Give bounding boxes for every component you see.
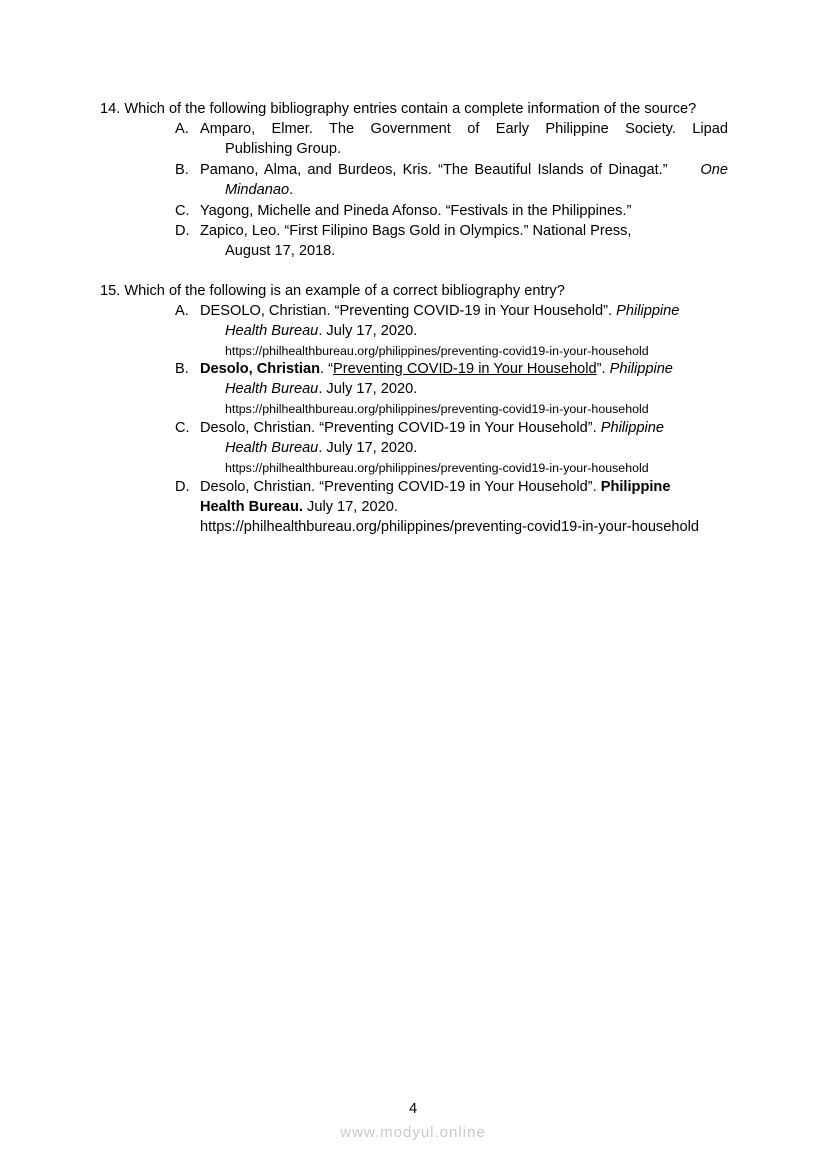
option-date: . July 17, 2020.: [318, 440, 418, 456]
author-name: Desolo, Christian: [200, 361, 321, 377]
option-text: Desolo, Christian. “Preventing COVID-19 in Your Household”.: [200, 479, 601, 495]
option-text: Yagong, Michelle and Pineda Afonso. “Festivals in the Philippines.”: [200, 203, 632, 219]
page-number: 4: [408, 1101, 418, 1117]
question-14: 14. Which of the following bibliography entries contain a complete information of the source?: [100, 101, 697, 117]
source-title-cont: Health Bureau: [225, 381, 319, 397]
option-text-cont: August 17, 2018.: [225, 243, 336, 259]
source-title-cont: Health Bureau.: [200, 499, 303, 515]
option-letter: B.: [175, 361, 189, 377]
option-url: https://philhealthbureau.org/philippines/preventing-covid19-in-your-household: [225, 461, 649, 475]
option-text: ”.: [596, 361, 610, 377]
source-title: One: [700, 162, 728, 178]
option-url: https://philhealthbureau.org/philippines/preventing-covid19-in-your-household: [225, 344, 649, 358]
option-text: Desolo, Christian. “Preventing COVID-19 in Your Household”.: [200, 420, 601, 436]
source-title: Philippine: [609, 361, 673, 377]
question-15: 15. Which of the following is an example of a correct bibliography entry?: [100, 283, 565, 299]
source-title: Philippine: [616, 303, 680, 319]
option-date: . July 17, 2020.: [318, 381, 418, 397]
option-date: . July 17, 2020.: [318, 323, 418, 339]
source-title-cont: Health Bureau: [225, 323, 319, 339]
source-title-cont: Mindanao: [225, 182, 290, 198]
article-title: Preventing COVID-19 in Your Household: [333, 361, 597, 377]
watermark: www.modyul.online: [340, 1124, 486, 1141]
option-letter: A.: [175, 121, 189, 137]
option-text-cont: Publishing Group.: [225, 141, 342, 157]
option-url: https://philhealthbureau.org/philippines/preventing-covid19-in-your-household: [200, 519, 699, 535]
option-text: Pamano, Alma, and Burdeos, Kris. “The Beautiful Islands of Dinagat.”: [200, 162, 668, 178]
option-url: https://philhealthbureau.org/philippines/preventing-covid19-in-your-household: [225, 402, 649, 416]
source-title: Philippine: [600, 479, 671, 495]
option-letter: C.: [175, 420, 190, 436]
option-letter: B.: [175, 162, 189, 178]
option-text: Zapico, Leo. “First Filipino Bags Gold in Olympics.” National Press,: [200, 223, 632, 239]
option-text: DESOLO, Christian. “Preventing COVID-19 in Your Household”.: [200, 303, 617, 319]
option-letter: D.: [175, 479, 190, 495]
option-text-cont: .: [289, 182, 294, 198]
option-text: Amparo, Elmer. The Government of Early Philippine Society. Lipad: [200, 121, 728, 137]
source-title-cont: Health Bureau: [225, 440, 319, 456]
source-title: Philippine: [600, 420, 665, 436]
option-letter: D.: [175, 223, 190, 239]
option-letter: A.: [175, 303, 189, 319]
option-text: . “: [320, 361, 333, 377]
option-letter: C.: [175, 203, 190, 219]
option-date: July 17, 2020.: [303, 499, 398, 515]
